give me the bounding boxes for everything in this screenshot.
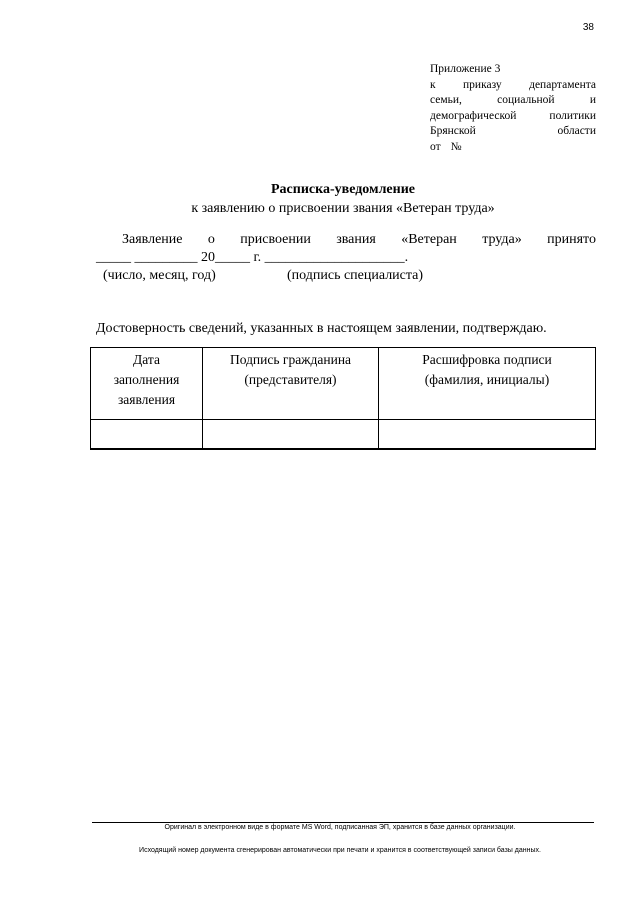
fill-date-cell[interactable] [91, 420, 203, 450]
header-signature-decoding: Расшифровка подписи (фамилия, инициалы) [379, 348, 596, 420]
appendix-title: Приложение 3 [430, 63, 501, 75]
appendix-line: семьи, социальной и [430, 94, 596, 106]
header-fill-date: Дата заполнения заявления [91, 348, 203, 420]
signature-decoding-cell[interactable] [379, 420, 596, 450]
footer-note: Оригинал в электронном виде в формате MS Word, подписанная ЭП, хранится в базе данных организации. [164, 824, 516, 831]
footer-note: Исходящий номер документа сгенерирован автоматически при печати и хранится в соответствующей записи базы данных. [139, 847, 541, 854]
appendix-line: демографической политики [430, 109, 596, 122]
header-citizen-signature: Подпись гражданина (представителя) [203, 348, 379, 420]
appendix-line: к приказу департамента [430, 78, 596, 91]
footer-divider [92, 822, 594, 823]
table-header-row [91, 348, 596, 420]
appendix-order-number [430, 140, 596, 156]
date-caption: (число, месяц, год) [103, 268, 216, 283]
signature-caption: (подпись специалиста) [287, 268, 424, 283]
appendix-block [430, 62, 596, 155]
appendix-from-label: от [430, 140, 441, 153]
acceptance-statement [96, 231, 596, 267]
signature-table [90, 347, 596, 450]
date-signature-blanks: _____ _________ 20_____ г. ____________________. [96, 250, 409, 265]
confirmation-text: Достоверность сведений, указанных в настоящем заявлении, подтверждаю. [96, 321, 547, 336]
statement-text: Заявление о присвоении звания «Ветеран труда» принято [122, 232, 596, 247]
document-title: Расписка-уведомление [271, 182, 415, 197]
appendix-number-sign: № [450, 140, 462, 153]
document-subtitle: к заявлению о присвоении звания «Ветеран труда» [191, 201, 495, 216]
citizen-signature-cell[interactable] [203, 420, 379, 450]
page-number: 38 [582, 22, 594, 33]
appendix-line: Брянской области [430, 125, 596, 137]
table-row [91, 420, 596, 450]
document-heading [90, 180, 596, 218]
